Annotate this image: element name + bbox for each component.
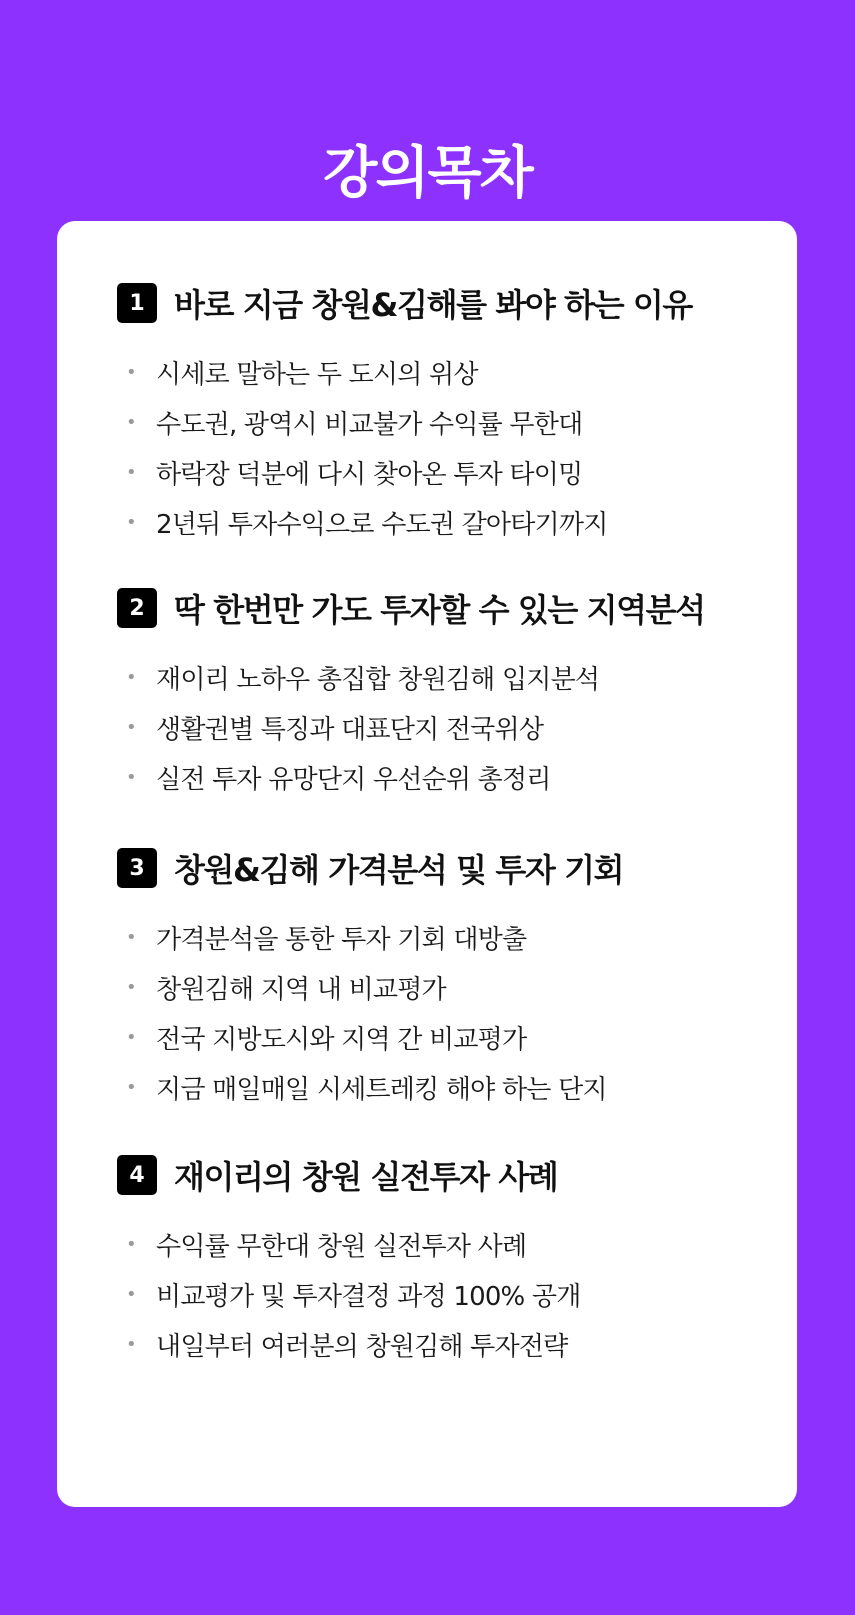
list-item [117, 447, 777, 497]
list-item-text: 하락장 덕분에 다시 찾아온 투자 타이밍 [156, 459, 583, 490]
list-item [117, 1062, 777, 1112]
section-header [117, 1153, 777, 1197]
section-item-list [117, 347, 777, 547]
list-item [117, 1319, 777, 1369]
section-title: 재이리의 창원 실전투자 사례 [174, 1158, 558, 1196]
list-item-text: 비교평가 및 투자결정 과정 100% 공개 [156, 1281, 581, 1312]
list-item-text: 가격분석을 통한 투자 기회 대방출 [156, 924, 527, 955]
bullet-icon: • [126, 766, 137, 788]
bullet-icon: • [126, 1026, 137, 1048]
list-item-text: 전국 지방도시와 지역 간 비교평가 [156, 1024, 527, 1055]
list-item-text: 2년뒤 투자수익으로 수도권 갈아타기까지 [156, 509, 608, 540]
bullet-icon: • [126, 716, 137, 738]
list-item [117, 497, 777, 547]
list-item [117, 752, 777, 802]
section-header [117, 846, 777, 890]
list-item-text: 생활권별 특징과 대표단지 전국위상 [156, 714, 544, 745]
section-1 [117, 281, 777, 547]
section-item-list [117, 912, 777, 1112]
section-2 [117, 586, 777, 802]
list-item-text: 시세로 말하는 두 도시의 위상 [156, 359, 478, 390]
list-item-text: 재이리 노하우 총집합 창원김해 입지분석 [156, 664, 600, 695]
list-item-text: 실전 투자 유망단지 우선순위 총정리 [156, 764, 551, 795]
list-item [117, 347, 777, 397]
section-header [117, 586, 777, 630]
section-4 [117, 1153, 777, 1369]
list-item [117, 1269, 777, 1319]
bullet-icon: • [126, 926, 137, 948]
section-item-list [117, 652, 777, 802]
list-item [117, 912, 777, 962]
page-title: 강의목차 [323, 140, 532, 206]
section-title: 바로 지금 창원&김해를 봐야 하는 이유 [174, 286, 692, 324]
section-number-badge: 2 [117, 588, 157, 628]
curriculum-card [57, 221, 797, 1507]
bullet-icon: • [126, 461, 137, 483]
list-item [117, 962, 777, 1012]
list-item-text: 수도권, 광역시 비교불가 수익률 무한대 [156, 409, 583, 440]
section-title: 창원&김해 가격분석 및 투자 기회 [174, 851, 624, 889]
list-item [117, 702, 777, 752]
bullet-icon: • [126, 1333, 137, 1355]
section-item-list [117, 1219, 777, 1369]
bullet-icon: • [126, 361, 137, 383]
list-item [117, 397, 777, 447]
section-number-badge: 1 [117, 283, 157, 323]
bullet-icon: • [126, 1076, 137, 1098]
section-title: 딱 한번만 가도 투자할 수 있는 지역분석 [174, 591, 705, 629]
list-item [117, 1012, 777, 1062]
list-item-text: 수익률 무한대 창원 실전투자 사례 [156, 1231, 527, 1262]
section-3 [117, 846, 777, 1112]
bullet-icon: • [126, 666, 137, 688]
bullet-icon: • [126, 976, 137, 998]
bullet-icon: • [126, 1233, 137, 1255]
list-item-text: 내일부터 여러분의 창원김해 투자전략 [156, 1331, 568, 1362]
section-header [117, 281, 777, 325]
list-item [117, 1219, 777, 1269]
bullet-icon: • [126, 1283, 137, 1305]
list-item-text: 창원김해 지역 내 비교평가 [156, 974, 446, 1005]
bullet-icon: • [126, 511, 137, 533]
bullet-icon: • [126, 411, 137, 433]
section-number-badge: 4 [117, 1155, 157, 1195]
list-item [117, 652, 777, 702]
list-item-text: 지금 매일매일 시세트레킹 해야 하는 단지 [156, 1074, 607, 1105]
section-number-badge: 3 [117, 848, 157, 888]
